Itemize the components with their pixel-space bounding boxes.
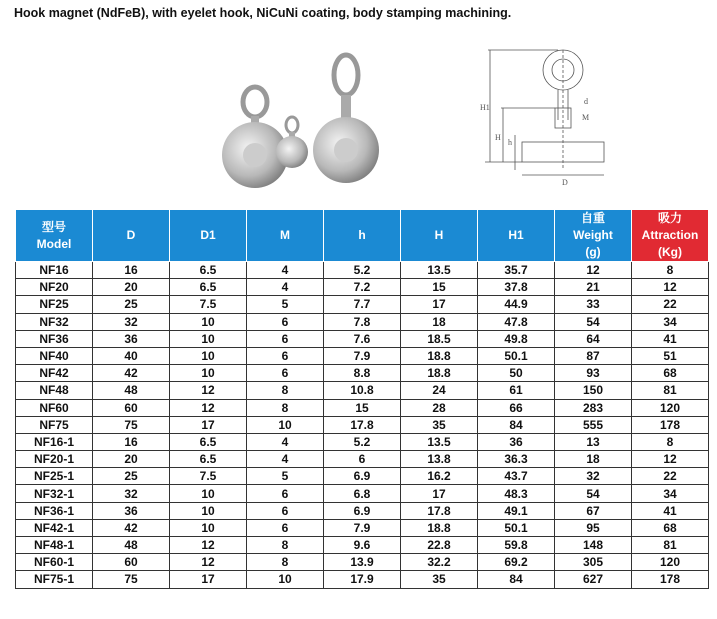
value-cell: 28: [401, 399, 478, 416]
value-cell: 34: [632, 313, 709, 330]
value-cell: 10: [170, 347, 247, 364]
value-cell: 10: [170, 330, 247, 347]
value-cell: 10: [170, 485, 247, 502]
value-cell: 120: [632, 554, 709, 571]
value-cell: 12: [170, 399, 247, 416]
value-cell: 84: [478, 416, 555, 433]
value-cell: 18.8: [401, 365, 478, 382]
column-header: [170, 210, 247, 262]
value-cell: 8: [632, 433, 709, 450]
value-cell: 4: [247, 262, 324, 279]
value-cell: 8.8: [324, 365, 401, 382]
value-cell: 10: [170, 313, 247, 330]
label-D: D: [562, 178, 568, 187]
value-cell: 120: [632, 399, 709, 416]
table-row: [16, 519, 709, 536]
value-cell: 7.5: [170, 296, 247, 313]
column-header: [632, 210, 709, 262]
table-row: [16, 296, 709, 313]
model-cell: NF20: [16, 279, 93, 296]
header-text: H1: [508, 228, 524, 242]
model-cell: NF60: [16, 399, 93, 416]
value-cell: 555: [555, 416, 632, 433]
value-cell: 17: [170, 416, 247, 433]
model-cell: NF16: [16, 262, 93, 279]
value-cell: 13: [555, 433, 632, 450]
header-text: Weight: [573, 228, 613, 242]
value-cell: 66: [478, 399, 555, 416]
value-cell: 6.5: [170, 451, 247, 468]
table-row: [16, 347, 709, 364]
value-cell: 50.1: [478, 347, 555, 364]
value-cell: 25: [93, 296, 170, 313]
value-cell: 59.8: [478, 537, 555, 554]
value-cell: 7.9: [324, 519, 401, 536]
value-cell: 10: [170, 365, 247, 382]
value-cell: 33: [555, 296, 632, 313]
value-cell: 6.5: [170, 279, 247, 296]
spec-table: [15, 209, 709, 589]
value-cell: 21: [555, 279, 632, 296]
header-text: D1: [200, 228, 216, 242]
value-cell: 67: [555, 502, 632, 519]
value-cell: 84: [478, 571, 555, 588]
value-cell: 40: [93, 347, 170, 364]
table-row: [16, 416, 709, 433]
header-text: 自重: [580, 211, 605, 225]
header-text: (g): [585, 245, 601, 259]
value-cell: 7.8: [324, 313, 401, 330]
value-cell: 24: [401, 382, 478, 399]
value-cell: 60: [93, 399, 170, 416]
value-cell: 4: [247, 451, 324, 468]
value-cell: 60: [93, 554, 170, 571]
value-cell: 36: [93, 330, 170, 347]
value-cell: 7.5: [170, 468, 247, 485]
value-cell: 17: [401, 485, 478, 502]
value-cell: 47.8: [478, 313, 555, 330]
value-cell: 5: [247, 296, 324, 313]
value-cell: 35: [401, 416, 478, 433]
value-cell: 37.8: [478, 279, 555, 296]
model-cell: NF42-1: [16, 519, 93, 536]
value-cell: 5: [247, 468, 324, 485]
value-cell: 7.6: [324, 330, 401, 347]
table-row: [16, 433, 709, 450]
value-cell: 13.5: [401, 262, 478, 279]
value-cell: 6: [247, 313, 324, 330]
table-row: [16, 554, 709, 571]
value-cell: 6.5: [170, 262, 247, 279]
value-cell: 12: [170, 382, 247, 399]
value-cell: 32.2: [401, 554, 478, 571]
value-cell: 6: [247, 330, 324, 347]
value-cell: 87: [555, 347, 632, 364]
model-cell: NF36-1: [16, 502, 93, 519]
value-cell: 16.2: [401, 468, 478, 485]
model-cell: NF75: [16, 416, 93, 433]
value-cell: 17.9: [324, 571, 401, 588]
header-text: 吸力: [657, 211, 682, 225]
value-cell: 8: [247, 399, 324, 416]
header-text: 型号: [41, 219, 66, 234]
table-row: [16, 330, 709, 347]
model-cell: NF20-1: [16, 451, 93, 468]
value-cell: 10: [247, 416, 324, 433]
value-cell: 42: [93, 519, 170, 536]
value-cell: 54: [555, 485, 632, 502]
value-cell: 32: [93, 313, 170, 330]
value-cell: 17: [401, 296, 478, 313]
table-row: [16, 485, 709, 502]
label-H: H: [495, 133, 501, 142]
value-cell: 8: [247, 537, 324, 554]
value-cell: 16: [93, 262, 170, 279]
page-title: Hook magnet (NdFeB), with eyelet hook, NiCuNi coating, body stamping machining.: [14, 6, 512, 20]
value-cell: 178: [632, 416, 709, 433]
value-cell: 178: [632, 571, 709, 588]
value-cell: 7.7: [324, 296, 401, 313]
value-cell: 4: [247, 279, 324, 296]
model-cell: NF40: [16, 347, 93, 364]
label-M: M: [582, 113, 590, 122]
value-cell: 35: [401, 571, 478, 588]
table-row: [16, 502, 709, 519]
value-cell: 22: [632, 296, 709, 313]
value-cell: 6.8: [324, 485, 401, 502]
column-header: [324, 210, 401, 262]
value-cell: 81: [632, 537, 709, 554]
value-cell: 4: [247, 433, 324, 450]
header-text: D: [126, 228, 136, 242]
value-cell: 12: [170, 537, 247, 554]
value-cell: 5.2: [324, 433, 401, 450]
value-cell: 48: [93, 382, 170, 399]
value-cell: 10: [170, 502, 247, 519]
value-cell: 627: [555, 571, 632, 588]
value-cell: 68: [632, 519, 709, 536]
label-d: d: [584, 97, 588, 106]
value-cell: 41: [632, 330, 709, 347]
value-cell: 49.1: [478, 502, 555, 519]
value-cell: 54: [555, 313, 632, 330]
value-cell: 34: [632, 485, 709, 502]
column-header: [93, 210, 170, 262]
value-cell: 50: [478, 365, 555, 382]
model-cell: NF32: [16, 313, 93, 330]
column-header: [16, 210, 93, 262]
column-header: [478, 210, 555, 262]
table-row: [16, 537, 709, 554]
value-cell: 12: [170, 554, 247, 571]
value-cell: 305: [555, 554, 632, 571]
value-cell: 8: [632, 262, 709, 279]
value-cell: 51: [632, 347, 709, 364]
model-cell: NF48-1: [16, 537, 93, 554]
value-cell: 43.7: [478, 468, 555, 485]
value-cell: 13.8: [401, 451, 478, 468]
value-cell: 15: [324, 399, 401, 416]
value-cell: 8: [247, 554, 324, 571]
table-row: [16, 313, 709, 330]
value-cell: 35.7: [478, 262, 555, 279]
value-cell: 81: [632, 382, 709, 399]
value-cell: 10.8: [324, 382, 401, 399]
model-cell: NF32-1: [16, 485, 93, 502]
header-text: M: [280, 228, 290, 242]
value-cell: 75: [93, 571, 170, 588]
value-cell: 18.8: [401, 519, 478, 536]
value-cell: 6: [247, 365, 324, 382]
value-cell: 6.9: [324, 468, 401, 485]
value-cell: 25: [93, 468, 170, 485]
table-row: [16, 382, 709, 399]
column-header: [247, 210, 324, 262]
value-cell: 48: [93, 537, 170, 554]
product-photo: [220, 40, 380, 190]
value-cell: 5.2: [324, 262, 401, 279]
table-row: [16, 279, 709, 296]
value-cell: 64: [555, 330, 632, 347]
value-cell: 18: [555, 451, 632, 468]
model-cell: NF60-1: [16, 554, 93, 571]
table-row: [16, 468, 709, 485]
header-text: H: [434, 228, 444, 242]
value-cell: 10: [170, 519, 247, 536]
header-text: Model: [36, 236, 72, 251]
value-cell: 93: [555, 365, 632, 382]
value-cell: 18: [401, 313, 478, 330]
value-cell: 18.5: [401, 330, 478, 347]
model-cell: NF25: [16, 296, 93, 313]
value-cell: 6: [247, 347, 324, 364]
value-cell: 9.6: [324, 537, 401, 554]
table-row: [16, 262, 709, 279]
model-cell: NF25-1: [16, 468, 93, 485]
value-cell: 6: [247, 502, 324, 519]
model-cell: NF16-1: [16, 433, 93, 450]
value-cell: 18.8: [401, 347, 478, 364]
model-cell: NF36: [16, 330, 93, 347]
value-cell: 7.9: [324, 347, 401, 364]
value-cell: 32: [555, 468, 632, 485]
value-cell: 22.8: [401, 537, 478, 554]
value-cell: 50.1: [478, 519, 555, 536]
table-row: [16, 399, 709, 416]
value-cell: 283: [555, 399, 632, 416]
table-row: [16, 365, 709, 382]
dimension-diagram: [470, 40, 630, 190]
value-cell: 75: [93, 416, 170, 433]
value-cell: 15: [401, 279, 478, 296]
table-row: [16, 571, 709, 588]
value-cell: 148: [555, 537, 632, 554]
value-cell: 48.3: [478, 485, 555, 502]
value-cell: 6: [247, 485, 324, 502]
value-cell: 20: [93, 279, 170, 296]
label-H1: H1: [480, 103, 490, 112]
model-cell: NF75-1: [16, 571, 93, 588]
value-cell: 17.8: [324, 416, 401, 433]
value-cell: 12: [632, 279, 709, 296]
value-cell: 44.9: [478, 296, 555, 313]
value-cell: 17: [170, 571, 247, 588]
table-row: [16, 451, 709, 468]
value-cell: 13.9: [324, 554, 401, 571]
value-cell: 68: [632, 365, 709, 382]
value-cell: 16: [93, 433, 170, 450]
value-cell: 12: [555, 262, 632, 279]
value-cell: 150: [555, 382, 632, 399]
label-h: h: [508, 138, 512, 147]
value-cell: 12: [632, 451, 709, 468]
value-cell: 69.2: [478, 554, 555, 571]
value-cell: 36: [93, 502, 170, 519]
value-cell: 61: [478, 382, 555, 399]
value-cell: 6.9: [324, 502, 401, 519]
value-cell: 8: [247, 382, 324, 399]
value-cell: 6: [324, 451, 401, 468]
value-cell: 32: [93, 485, 170, 502]
value-cell: 6.5: [170, 433, 247, 450]
value-cell: 17.8: [401, 502, 478, 519]
model-cell: NF48: [16, 382, 93, 399]
value-cell: 49.8: [478, 330, 555, 347]
column-header: [401, 210, 478, 262]
value-cell: 22: [632, 468, 709, 485]
header-text: (Kg): [658, 245, 682, 259]
header-text: h: [358, 228, 366, 242]
header-text: Attraction: [641, 228, 699, 242]
value-cell: 7.2: [324, 279, 401, 296]
value-cell: 13.5: [401, 433, 478, 450]
model-cell: NF42: [16, 365, 93, 382]
value-cell: 20: [93, 451, 170, 468]
value-cell: 10: [247, 571, 324, 588]
value-cell: 6: [247, 519, 324, 536]
value-cell: 36: [478, 433, 555, 450]
value-cell: 95: [555, 519, 632, 536]
value-cell: 41: [632, 502, 709, 519]
column-header: [555, 210, 632, 262]
value-cell: 42: [93, 365, 170, 382]
value-cell: 36.3: [478, 451, 555, 468]
